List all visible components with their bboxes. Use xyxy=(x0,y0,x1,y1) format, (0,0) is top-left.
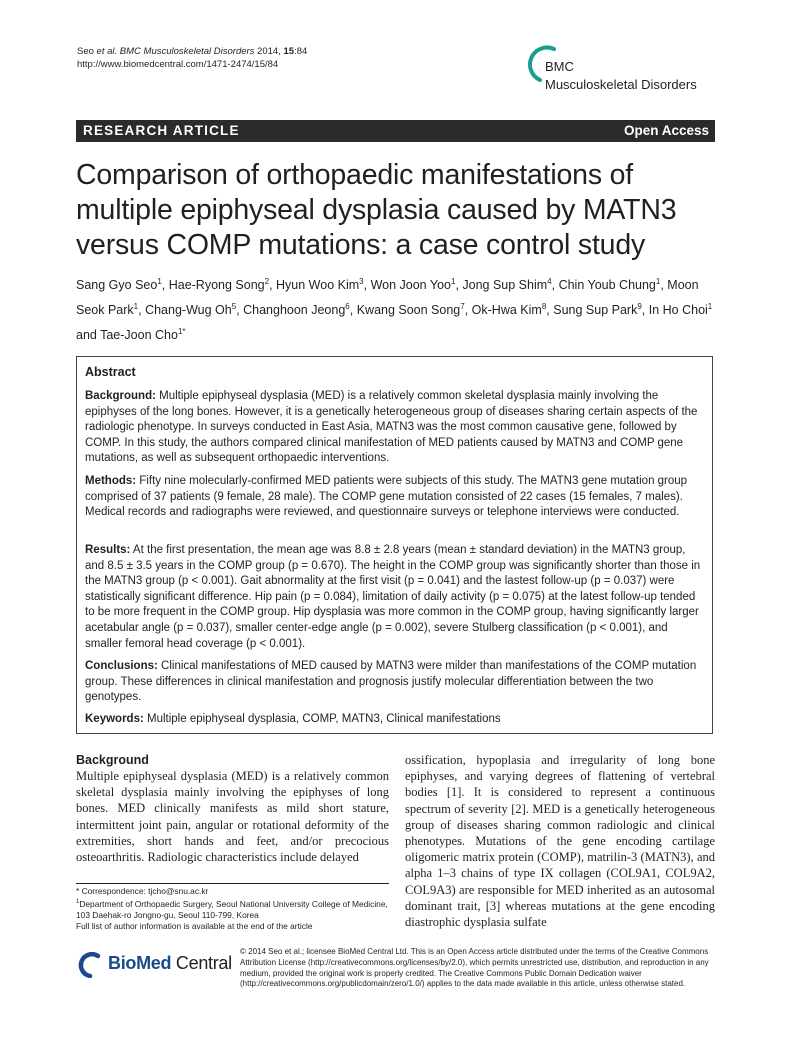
logo-journal-text: Musculoskeletal Disorders xyxy=(545,77,697,92)
author-affiliation: 9 xyxy=(637,302,642,312)
methods-text: Fifty nine molecularly-confirmed MED patients were subjects of this study. The MATN3 gene mutation group comprised of 37 patients (9 female, 28 male). The COMP gene mutation consisted of 22 cases (15 females, 7 males). Medical records and radiographs were reviewed, and questionnaire surveys or telephone interviews were conducted. xyxy=(85,475,688,519)
abstract-conclusions xyxy=(85,659,706,706)
affiliation-note xyxy=(76,897,389,921)
author-name: Hyun Woo Kim xyxy=(276,278,360,293)
author-name: Chin Youb Chung xyxy=(558,278,656,293)
citation-line xyxy=(77,45,307,58)
citation-article: :84 xyxy=(294,46,308,57)
open-access-label: Open Access xyxy=(623,123,709,138)
author-affiliation: 1* xyxy=(177,327,186,337)
author-affiliation: 6 xyxy=(345,302,350,312)
background-label: Background: xyxy=(85,390,156,402)
author-list: Sang Gyo Seo$^1$, Hae-Ryong Song$^2$, Hyun Woo Kim$^3$, Won Joon Yoo$^1$, Jong Sup Shim$^4$, Chin Youb Chung$^1$, Moon Seok Park$^1$, Chang-Wug Oh$^5$, Changhoon Jeong$^6$, Kwang Soon Song$^7$, Ok-Hwa Kim$^8$, Sung Sup Park$^9$, In Ho Choi$^1$ and Tae-Joon Cho$^{1*}$ xyxy=(76,277,713,343)
author-affiliation: 7 xyxy=(460,302,465,312)
body-right-column xyxy=(405,752,715,930)
conclusions-text: Clinical manifestations of MED caused by MATN3 were milder than manifestations of the COMP mutation group. These differences in clinical manifestation and prognosis justify molecular differentiation between the two genotypes. xyxy=(85,660,697,704)
keywords-text: Multiple epiphyseal dysplasia, COMP, MATN3, Clinical manifestations xyxy=(143,713,501,725)
keywords-label: Keywords: xyxy=(85,713,144,725)
author-affiliation: 3 xyxy=(359,277,364,286)
abstract-box xyxy=(76,356,713,734)
author-name: Moon Seok Park xyxy=(76,278,699,318)
article-url[interactable]: http://www.biomedcentral.com/1471-2474/15/84 xyxy=(77,59,279,70)
author-affiliation: 1 xyxy=(133,302,139,312)
biomed-central-logo xyxy=(76,952,232,978)
journal-logo xyxy=(528,44,728,100)
logo-bmc-text: BMC xyxy=(545,59,574,74)
citation-year: 2014, xyxy=(254,46,284,57)
body-left-column xyxy=(76,752,389,865)
author-name: Sung Sup Park xyxy=(553,303,638,318)
citation-journal: BMC Musculoskeletal Disorders xyxy=(117,46,255,57)
author-affiliation: 1 xyxy=(707,302,713,312)
author-name: Ok-Hwa Kim xyxy=(471,303,542,318)
biomed-central-wordmark xyxy=(108,953,232,974)
article-type-label: RESEARCH ARTICLE xyxy=(83,123,240,138)
abstract-background xyxy=(85,389,706,467)
abstract-keywords xyxy=(85,712,706,728)
citation-authors: Seo xyxy=(77,46,97,57)
correspondence-note: * Correspondence: tjcho@snu.ac.kr xyxy=(76,886,209,896)
article-type-bar xyxy=(76,120,715,142)
author-name: Kwang Soon Song xyxy=(356,303,461,318)
background-heading: Background xyxy=(76,753,149,767)
author-affiliation: 1 xyxy=(157,277,162,286)
author-name: Hae-Ryong Song xyxy=(168,278,265,293)
results-text: At the first presentation, the mean age was 8.8 ± 2.8 years (mean ± standard deviation) in the MATN3 group, and 8.5 ± 3.5 years in the COMP group (p = 0.670). The height in the COMP group was significantly shorter than those in the MATN3 group (p < 0.001). Gait abnormality at the first visit (p = 0.041) and the lastest follow-up (p = 0.037) were statistically significant difference. Hip pain (p = 0.084), limitation of daily activity (p = 0.075) at the latest follow-up tended to be more frequent in the COMP group. Hip dysplasia was more common in the COMP group, having significantly larger acetabular angle (p = 0.037), smaller center-edge angle (p = 0.002), severe Stulberg classification (p < 0.001), and smaller femoral head coverage (p < 0.001). xyxy=(85,544,701,650)
affiliation-number: 1 xyxy=(76,899,80,906)
author-affiliation: 8 xyxy=(541,302,547,312)
background-text: Multiple epiphyseal dysplasia (MED) is a relatively common skeletal dysplasia mainly involving the epiphyses of the long bones. However, it is a genetically heterogeneous group of diseases sharing certain aspects of the radiologic phenotype. In surveys conducted in East Asia, MATN3 was the most common causative gene, followed by COMP. In this study, the authors compared clinical manifestation of MED patients caused by MATN3 and COMP gene mutations, as well as subsequent orthopaedic interventions. xyxy=(85,390,698,465)
results-label: Results: xyxy=(85,544,131,556)
author-name: Jong Sup Shim xyxy=(462,278,548,293)
body-right-text: ossification, hypoplasia and irregularity of long bone epiphyses, and varying degrees of flattening of vertebral bodies [1]. It is considered to represent a continuous spectrum of severity [2]. MED is a genetically heterogeneous group of diseases sharing common radiologic and clinical phenotypes. Mutations of the gene encoding cartilage oligomeric matrix protein (COMP), matrilin-3 (MATN3), and alpha 1–3 chains of type IX collagen (COL9A1, COL9A2, COL9A3) are responsible for MED inherited as an autosomal dominant trait, [3] whereas mutations at the gene encoding diastrophic dysplasia sulfate xyxy=(405,753,715,930)
authors-and: and xyxy=(76,328,97,343)
author-name: Chang-Wug Oh xyxy=(145,303,232,318)
abstract-methods xyxy=(85,474,706,521)
citation-header xyxy=(77,45,307,71)
biomed-swoosh-icon xyxy=(76,952,104,978)
abstract-heading: Abstract xyxy=(85,365,136,379)
article-title: Comparison of orthopaedic manifestations of multiple epiphyseal dysplasia caused by MATN3 versus COMP mutations: a case control study xyxy=(76,159,677,261)
citation-volume: 15 xyxy=(283,46,295,57)
footnotes xyxy=(76,886,389,933)
license-text: © 2014 Seo et al.; licensee BioMed Central Ltd. This is an Open Access article distributed under the terms of the Creative Commons Attribution License (http://creativecommons.org/licenses/by/2.0), which permits unrestricted use, distribution, and reproduction in any medium, provided the original work is properly credited. The Creative Commons Public Domain Dedication waiver (http://creativecommons.org/publicdomain/zero/1.0/) applies to the data made available in this article, unless otherwise stated. xyxy=(240,947,709,989)
abstract-results xyxy=(85,543,706,652)
conclusions-label: Conclusions: xyxy=(85,660,158,672)
author-affiliation: 5 xyxy=(231,302,237,312)
biomed-central-text: Central xyxy=(171,953,232,973)
body-left-text: Multiple epiphyseal dysplasia (MED) is a relatively common skeletal dysplasia mainly involving the epiphyses of long bones. MED clinically manifests as mild short stature, intermittent joint pain, angular or rotational deformity of the extremities, short hands and feet, and/or precocious osteoarthritis. Radiologic characteristics include delayed xyxy=(76,769,389,865)
footnote-divider xyxy=(76,883,389,884)
affiliation-text: Department of Orthopaedic Surgery, Seoul National University College of Medicine, 103 Daehak-ro Jongno-gu, Seoul 110-799, Korea xyxy=(76,899,388,921)
author-affiliation: 1 xyxy=(655,277,661,286)
author-affiliation: 2 xyxy=(264,277,270,286)
author-affiliation: 1 xyxy=(450,277,456,286)
author-name: Sang Gyo Seo xyxy=(76,278,158,293)
full-list-note: Full list of author information is available at the end of the article xyxy=(76,921,313,932)
author-name: In Ho Choi xyxy=(648,303,708,318)
biomed-bold: BioMed xyxy=(108,953,172,973)
methods-label: Methods: xyxy=(85,475,137,487)
author-affiliation: 4 xyxy=(547,277,552,286)
author-name: Changhoon Jeong xyxy=(243,303,346,318)
author-name: Won Joon Yoo xyxy=(370,278,451,293)
citation-etal: et al. xyxy=(96,46,118,57)
author-name: Tae-Joon Cho xyxy=(100,328,178,343)
